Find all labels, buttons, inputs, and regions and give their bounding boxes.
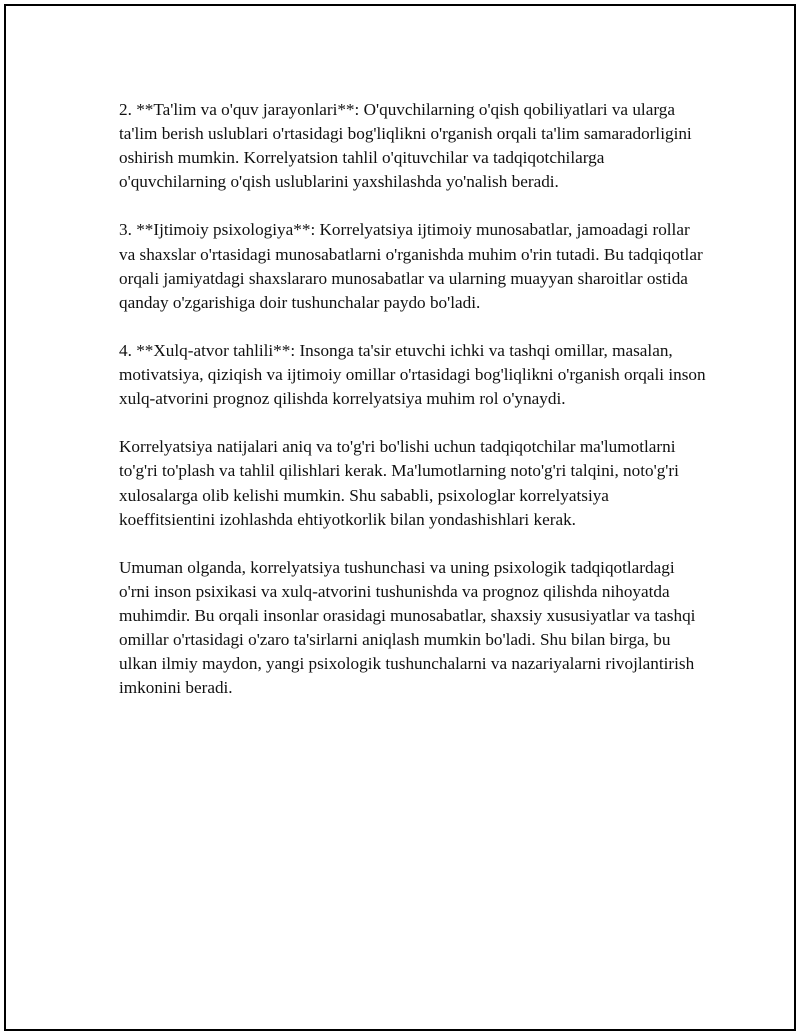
page-border — [4, 4, 796, 1031]
paragraph-data-accuracy: Korrelyatsiya natijalari aniq va to'g'ri bo'lishi uchun tadqiqotchilar ma'lumotlarni to'g'ri to'plash va tahlil qilishlari kerak. Ma'lumotlarning noto'g'ri talqini, noto'g'ri xulosalarga olib kelishi mumkin. Shu sababli, psixologlar korrelyatsiya koeffitsientini izohlashda ehtiyotkorlik bilan yondashishlari kerak. — [119, 437, 679, 529]
paragraph-education: 2. **Ta'lim va o'quv jarayonlari**: O'quvchilarning o'qish qobiliyatlari va ularga ta'lim berish uslublari o'rtasidagi bog'liqlikni o'rganish orqali ta'lim samaradorligini oshirish mumkin. Korrelyatsion tahlil o'qituvchilar va tadqiqotchilarga o'quvchilarning o'qish uslublarini yaxshilashda yo'nalish beradi. — [119, 100, 692, 192]
paragraph-conclusion: Umuman olganda, korrelyatsiya tushunchasi va uning psixologik tadqiqotlardagi o'rni inson psixikasi va xulq-atvorini tushunishda va prognoz qilishda nihoyatda muhimdir. Bu orqali insonlar orasidagi munosabatlar, shaxsiy xususiyatlar va tashqi omillar o'rtasidagi o'zaro ta'sirlarni aniqlash mumkin bo'ladi. Shu bilan birga, bu ulkan ilmiy maydon, yangi psixologik tushunchalarni va nazariyalarni rivojlantirish imkonini beradi. — [119, 557, 696, 698]
paragraph-behavior-analysis: 4. **Xulq-atvor tahlili**: Insonga ta'sir etuvchi ichki va tashqi omillar, masalan, motivatsiya, qiziqish va ijtimoiy omillar o'rtasidagi bog'liqlikni o'rganish orqali inson xulq-atvorini prognoz qilishda korrelyatsiya muhim rol o'ynaydi. — [119, 340, 706, 409]
paragraph-social-psychology: 3. **Ijtimoiy psixologiya**: Korrelyatsiya ijtimoiy munosabatlar, jamoadagi rollar va shaxslar o'rtasidagi munosabatlarni o'rganishda muhim o'rin tutadi. Bu tadqiqotlar orqali jamiyatdagi shaxslararo munosabatlar va ularning muayyan sharoitlar ostida qanday o'zgarishiga doir tushunchalar paydo bo'ladi. — [119, 220, 703, 312]
document-body — [119, 98, 709, 724]
